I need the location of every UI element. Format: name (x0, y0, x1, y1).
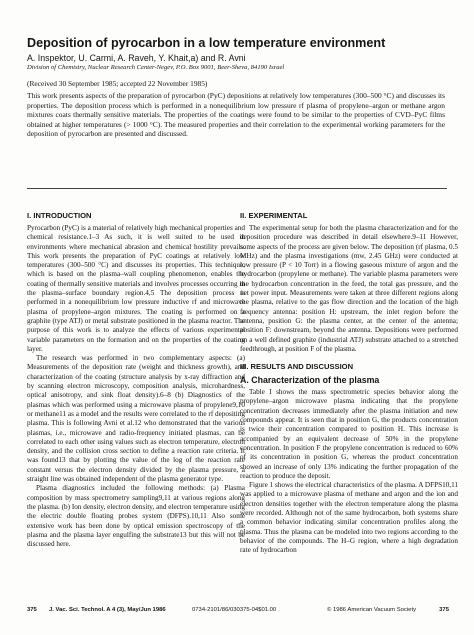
journal-citation: J. Vac. Sci. Technol. A 4 (3), May/Jun 1986 (49, 607, 166, 613)
section-heading-experimental: II. EXPERIMENTAL (240, 211, 308, 220)
affiliation: Division of Chemistry, Nuclear Research Center-Negev, P.O. Box 9001, Beer-Sheva, 84190 Israel (27, 64, 285, 71)
paragraph: The experimental setup for both the plasma characterization and for the deposition procedure was described in detail elsewhere.9–11 However, some aspects of the process are given below. The deposition (rf plasma, 0.5 MHz) and the plasma investigations (mw, 2.45 GHz) were conducted at low pressure (P < 10 Torr) in a flowing gaseous mixture of argon and the hydrocarbon (propylene or methane). The variable plasma parameters were the hydrocarbon concentration in the feed, the total gas pressure, and the net power input. Measurements were taken at three different regions along the plasma, relative to the gas flow direction and the location of the high frequency antenna: position H: upstream, the inlet region before the antenna, position G: the plasma center, at the center of the antenna; position F: downstream, beyond the antenna. Depositions were performed on a well defined graphite (industrial ATJ) substrate attached to a stretched feedthrough, at position F of the plasma. (240, 224, 458, 353)
section-heading-results: III. RESULTS AND DISCUSSION (240, 362, 354, 372)
paragraph: Pyrocarbon (PyC) is a material of relatively high mechanical properties and chemical resistance.1–3 As such, it is well suited to be used in environments where mechanical abrasion and chemical hostility prevails. This work presents the preparation of PyC coatings at relatively low temperatures (300–500 °C) and discusses its properties. This technique, which is based on the plasma–wall coupling phenomenon, enables the coating of thermally sensitive materials and involves processes occurring in the plasma–surface boundary region.4,5 The deposition process is performed in a nonequilibrium low pressure inductive rf and microwave plasma of propylene–argon mixtures. The coating is performed on a graphite (type ATJ) or metal substrate positioned in the plasma reactor. The purpose of this work is to analyze the effects of various experimental variable parameters on the formation and on the properties of the coating layer. (27, 224, 245, 353)
page-footer (27, 605, 449, 615)
paragraph: Table I shows the mass spectrometric species behavior along the propylene–argon microwave plasma indicating that the propylene concentration decreases immediately after the plasma initiation and new compounds appear. It is seen that in position G, the products concentration is twice their concentration compared to position H. This increase is accompanied by an equivalent decrease of 50% in the propylene concentration. In position F the propylene concentration is reduced to 60% of its concentration in position G, whereas the product concentration showed an increase of only 13% indicating the further propagation of the reaction to produce the deposit. (240, 388, 458, 480)
paragraph: Plasma diagnostics included the following methods: (a) Plasma composition by mass spectrometry sampling9,11 at various regions along the plasma. (b) Ion density, electron density, and electron temperature using the electric double floating probes system (DFPS).10,11 Also some extensive work has been done by optical emission spectroscopy of the plasma and the plasma layer engulfing the substrate13 but this will not be discussed here. (27, 484, 245, 549)
abstract: This work presents aspects of the preparation of pyrocarbon (PyC) depositions at relatively low temperatures (300–500 °C) and discusses its properties. The deposition process which is performed in a nonequilibrium low pressure rf plasma of propylene–argon or methane argon mixtures coats thermally sensitive materials. The properties of the coatings were found to be similar to the properties of CVD–PyC films obtained at higher temperatures (> 1000 °C). The measured properties and their correlation to the experimental working parameters for the deposition of pyrocarbon are presented and discussed. (27, 91, 445, 139)
paragraph: Figure 1 shows the electrical characteristics of the plasma. A DFPS10,11 was applied to a microwave plasma of methane and argon and the ion and electron densities together with the electron temperature along the plasma were recorded. Although not of the same hydrocarbon, both systems share a common behavior indicating similar concentration profiles along the plasma. Thus the plasma can be modeled into two regions according to the behavior of the compounds. The H–G region, where a high degradation rate of hydrocarbon (240, 481, 458, 555)
subsection-heading: A. Characterization of the plasma (240, 375, 380, 386)
article-title: Deposition of pyrocarbon in a low temperature environment (27, 36, 386, 50)
copyright: © 1986 American Vacuum Society (327, 607, 417, 613)
author-list: A. Inspektor, U. Carmi, A. Raveh, Y. Khait,a) and R. Avni (27, 53, 246, 63)
page-number: 375 (439, 607, 449, 613)
left-column (27, 211, 245, 549)
paragraph: The research was performed in two complementary aspects: (a) Measurements of the deposition rate (weight and thickness growth), and characterization of the coating (structure analysis by x-ray diffraction and by scanning electron microscopy, composition analysis, microhardness, optical anisotropy, and sink float density).6–8 (b) Diagnostics of the plasmas which was performed using a microwave plasma of propylene9,10 or methane11 as a model and the results were correlated to the rf depositing plasma. This is following Avni et al.12 who demonstrated that the various plasmas, i.e., microwave and radio-frequency initiated plasmas, can be correlated to each other using values such as electron temperature, electron density, and the collision cross section to define a reaction rate criteria. It was found13 that by plotting the value of the log of the reaction rate constant versus the electron density divided by the plasma pressure, a straight line was obtained independent of the plasma generator type. (27, 354, 245, 484)
page-number: 375 (27, 607, 37, 613)
article-code: 0734-2101/86/030375-04$01.00 (192, 607, 277, 613)
section-heading-introduction: I. INTRODUCTION (27, 211, 92, 220)
received-dates: (Received 30 September 1985; accepted 22 November 1985) (27, 79, 208, 88)
abstract-divider (27, 188, 447, 189)
right-column (240, 211, 458, 556)
